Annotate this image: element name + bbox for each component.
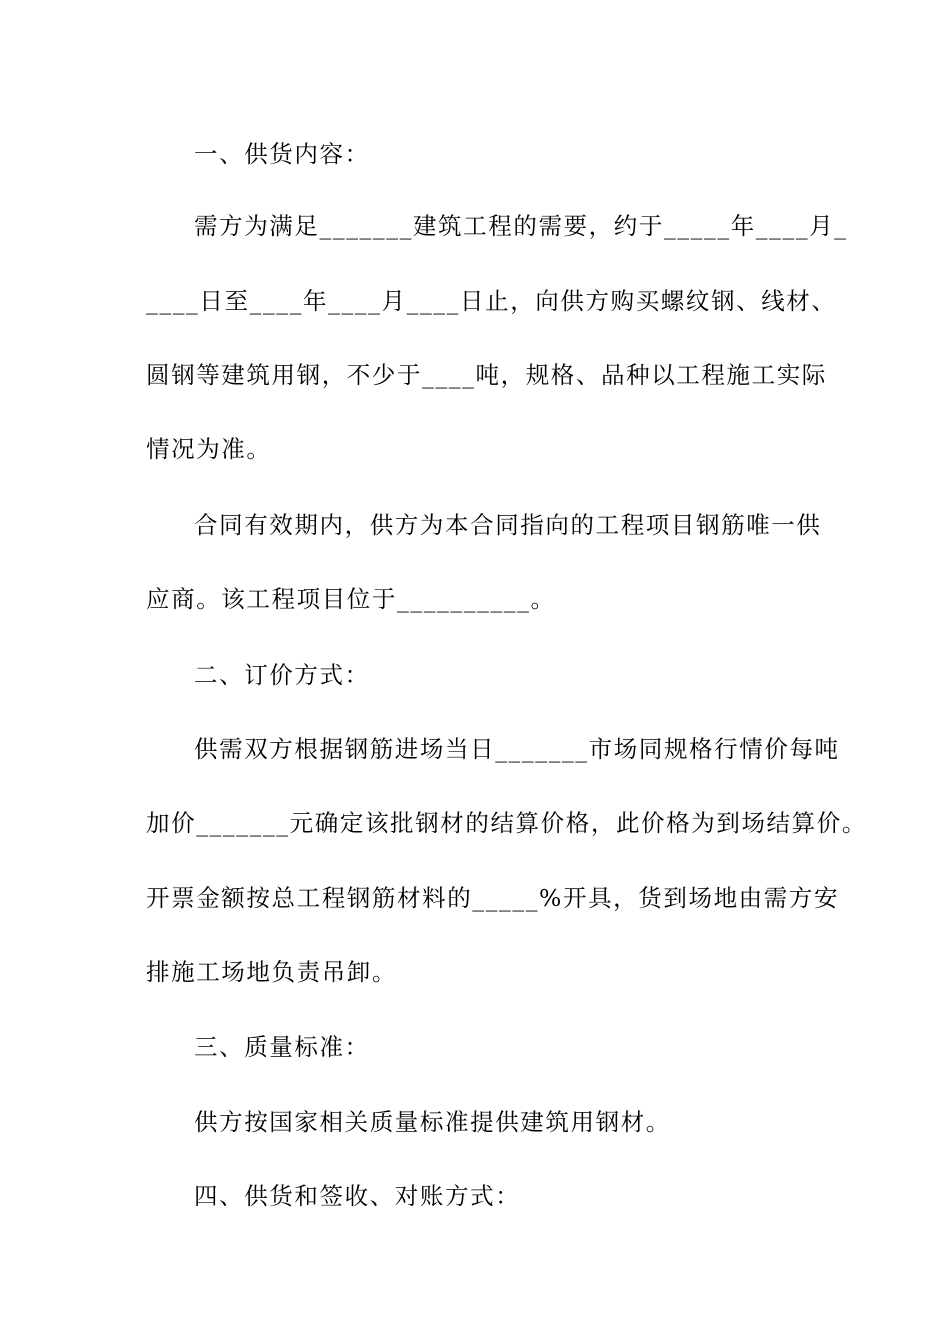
paragraph-line: 合同有效期内，供方为本合同指向的工程项目钢筋唯一供 [194,511,822,539]
paragraph-line: 加价_______元确定该批钢材的结算价格，此价格为到场结算价。 [146,809,867,837]
paragraph-line: 排施工场地负责吊卸。 [146,958,397,986]
section-heading-delivery-reconciliation: 四、供货和签收、对账方式： [194,1182,521,1210]
section-heading-pricing-method: 二、订价方式： [194,661,370,689]
paragraph-line: ____日至____年____月____日止，向供方购买螺纹钢、线材、 [146,287,837,315]
paragraph-line: 情况为准。 [146,435,272,463]
paragraph-line: 需方为满足_______建筑工程的需要，约于_____年____月_ [194,212,848,240]
paragraph-line: 供需双方根据钢筋进场当日_______市场同规格行情价每吨 [194,735,840,763]
paragraph-line: 应商。该工程项目位于__________。 [146,585,556,613]
paragraph-line: 开票金额按总工程钢筋材料的_____%开具，货到场地由需方安 [146,884,840,912]
section-heading-quality-standard: 三、质量标准： [194,1033,370,1061]
paragraph-line: 供方按国家相关质量标准提供建筑用钢材。 [194,1108,671,1136]
section-heading-supply-content: 一、供货内容： [194,140,370,168]
paragraph-line: 圆钢等建筑用钢，不少于____吨，规格、品种以工程施工实际 [146,361,827,389]
